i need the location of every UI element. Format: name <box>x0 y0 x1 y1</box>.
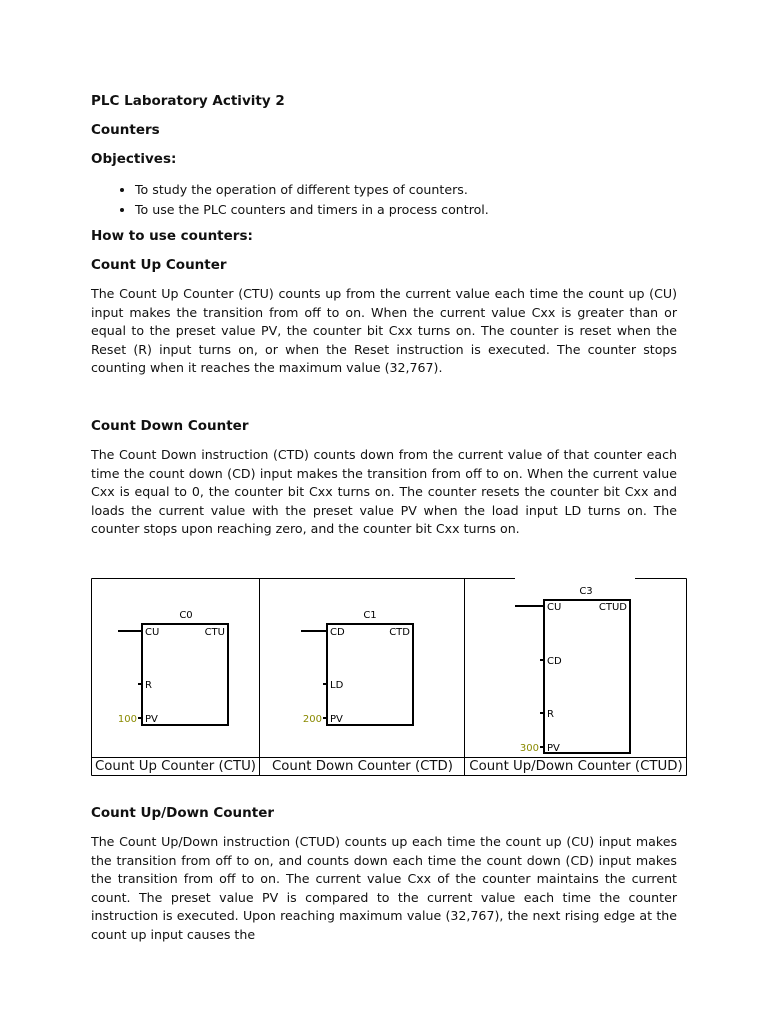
ctud-caption: Count Up/Down Counter (CTUD) <box>469 759 683 774</box>
ctud-pv-label: PV <box>547 743 560 754</box>
objectives-heading: Objectives: <box>91 151 177 167</box>
ctd-cd-label: CD <box>330 627 345 638</box>
ctd-caption: Count Down Counter (CTD) <box>271 759 453 774</box>
ctu-paragraph: The Count Up Counter (CTU) counts up from the current value each time the count up (CU) input makes the transition from off to on. When the current value Cxx is greater than or equal to the preset value PV, the counter bit Cxx turns on. The counter is reset when the Reset (R) input turns on, or when the Reset instruction is executed. The counter stops counting when it reaches the maximum value (32,767). <box>91 286 677 376</box>
objectives-list <box>91 180 489 219</box>
ctu-counter-name: C0 <box>179 610 193 621</box>
ctu-pv-label: PV <box>145 714 158 725</box>
ctd-pv-label: PV <box>330 714 343 725</box>
ctd-ld-label: LD <box>330 680 344 691</box>
ctd-type-label: CTD <box>389 627 410 638</box>
ctud-pv-value: 300 <box>519 743 539 754</box>
ctd-counter-name: C1 <box>363 610 377 621</box>
howto-heading: How to use counters: <box>91 228 253 244</box>
ctud-cu-label: CU <box>547 602 562 613</box>
counter-figure-table <box>91 578 687 776</box>
ctu-heading: Count Up Counter <box>91 257 227 273</box>
section-heading: Counters <box>91 122 160 138</box>
ctd-pv-value: 200 <box>302 714 322 725</box>
ctd-box <box>327 624 413 725</box>
ctud-block-diagram <box>515 586 630 754</box>
ctud-paragraph: The Count Up/Down instruction (CTUD) counts up each time the count up (CU) input makes the transition from off to on, and counts down each time the count down (CD) input makes the transition from off to on. The current value Cxx of the counter maintains the current count. The preset value PV is compared to the current value each time the counter instruction is executed. Upon reaching maximum value (32,767), the next rising edge at the count up input causes the <box>91 834 677 942</box>
objective-item: • To use the PLC counters and timers in a process control. <box>135 200 489 220</box>
ctd-block-diagram <box>301 610 413 725</box>
doc-title: PLC Laboratory Activity 2 <box>91 93 285 109</box>
ctu-pv-value: 100 <box>117 714 137 725</box>
ctu-cu-label: CU <box>145 627 160 638</box>
ctu-box <box>142 624 228 725</box>
ctud-heading: Count Up/Down Counter <box>91 805 275 821</box>
ctud-r-label: R <box>547 709 554 720</box>
ctud-box <box>544 600 630 753</box>
ctud-cd-label: CD <box>547 656 562 667</box>
ctd-heading: Count Down Counter <box>91 418 249 434</box>
ctud-type-label: CTUD <box>598 602 627 613</box>
ctd-paragraph: The Count Down instruction (CTD) counts down from the current value of that counter each time the count down (CD) input makes the transition from off to on. When the current value Cxx is equal to 0, the counter bit Cxx turns on. The counter resets the counter bit Cxx and loads the current value with the preset value PV when the load input LD turns on. The counter stops upon reaching zero, and the counter bit Cxx turns on. <box>91 447 677 537</box>
ctu-type-label: CTU <box>204 627 225 638</box>
ctu-r-label: R <box>145 680 152 691</box>
objective-item: • To study the operation of different types of counters. <box>135 180 489 200</box>
ctu-caption: Count Up Counter (CTU) <box>95 759 256 774</box>
ctud-counter-name: C3 <box>579 586 593 597</box>
ctu-block-diagram <box>118 610 228 725</box>
